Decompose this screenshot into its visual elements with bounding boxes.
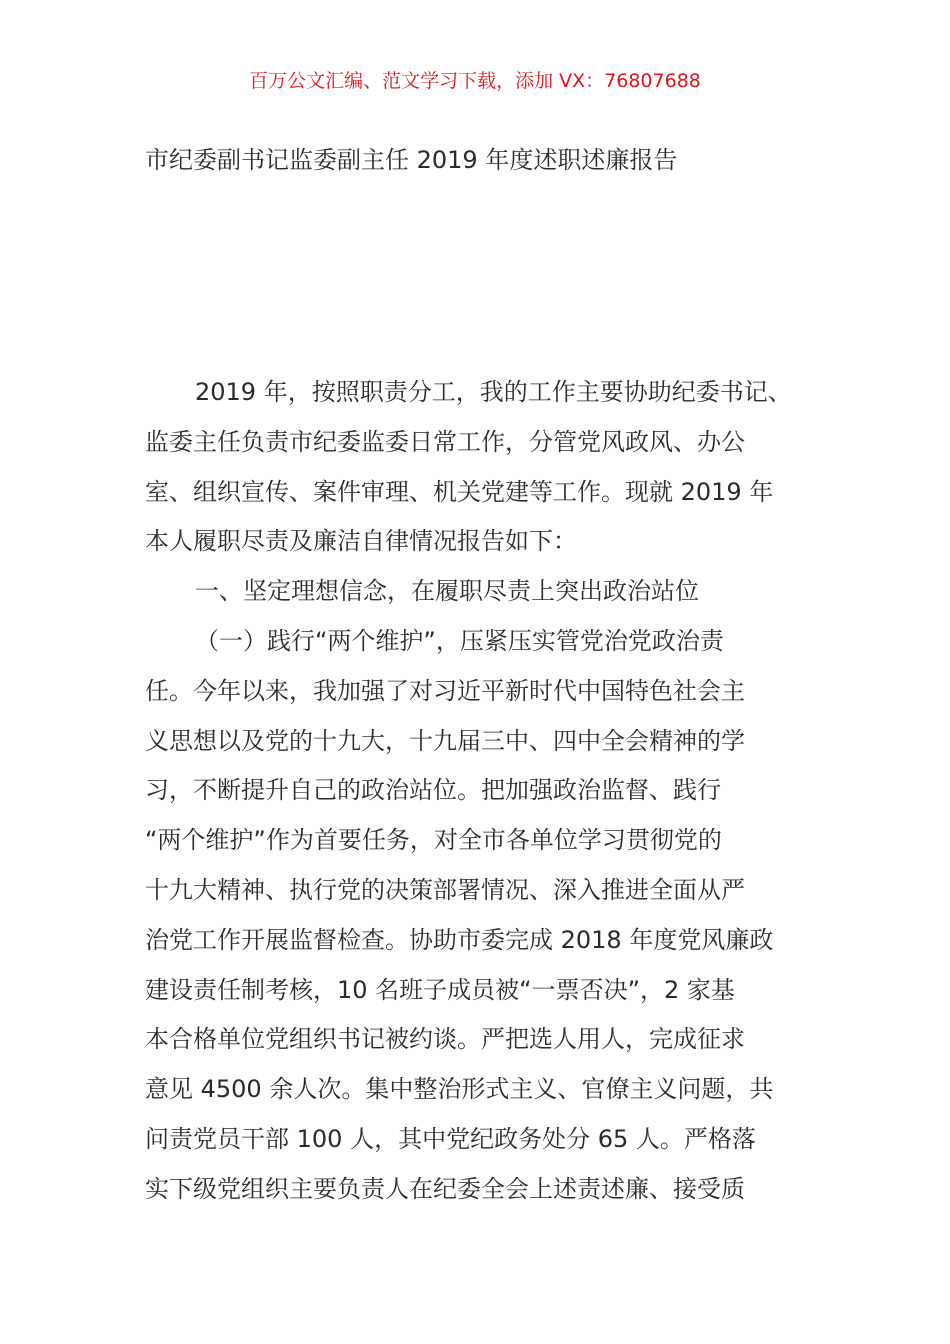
paragraph-line: 习，不断提升自己的政治站位。把加强政治监督、践行: [145, 776, 721, 805]
document-body: [145, 368, 825, 1215]
paragraph-line: “两个维护”作为首要任务，对全市各单位学习贯彻党的: [145, 826, 722, 855]
paragraph-line: 2019 年，按照职责分工，我的工作主要协助纪委书记、: [195, 378, 792, 406]
subsection-heading: （一）践行“两个维护”，压紧压实管党治党政治责: [195, 626, 724, 655]
paragraph-line: 建设责任制考核，10 名班子成员被“一票否决”，2 家基: [145, 975, 735, 1004]
paragraph-line: 问责党员干部 100 人，其中党纪政务处分 65 人。严格落: [145, 1124, 756, 1153]
document-title: 市纪委副书记监委副主任 2019 年度述职述廉报告: [145, 146, 678, 174]
paragraph-line: 本人履职尽责及廉洁自律情况报告如下：: [145, 527, 577, 556]
paragraph-line: 监委主任负责市纪委监委日常工作，分管党风政风、办公: [145, 427, 745, 456]
paragraph-line: 实下级党组织主要负责人在纪委全会上述责述廉、接受质: [145, 1174, 745, 1203]
paragraph-line: 室、组织宣传、案件审理、机关党建等工作。现就 2019 年: [145, 477, 774, 506]
paragraph-line: 十九大精神、执行党的决策部署情况、深入推进全面从严: [145, 875, 745, 904]
paragraph-line: 意见 4500 余人次。集中整治形式主义、官僚主义问题，共: [145, 1075, 774, 1104]
watermark-banner: 百万公文汇编、范文学习下载，添加 VX：76807688: [249, 70, 701, 92]
paragraph-line: 本合格单位党组织书记被约谈。严把选人用人，完成征求: [145, 1025, 745, 1054]
paragraph-line: 义思想以及党的十九大，十九届三中、四中全会精神的学: [145, 726, 745, 755]
paragraph-line: 治党工作开展监督检查。协助市委完成 2018 年度党风廉政: [145, 925, 774, 954]
paragraph-line: 任。今年以来，我加强了对习近平新时代中国特色社会主: [145, 676, 745, 705]
section-heading: 一、坚定理想信念，在履职尽责上突出政治站位: [195, 577, 699, 606]
